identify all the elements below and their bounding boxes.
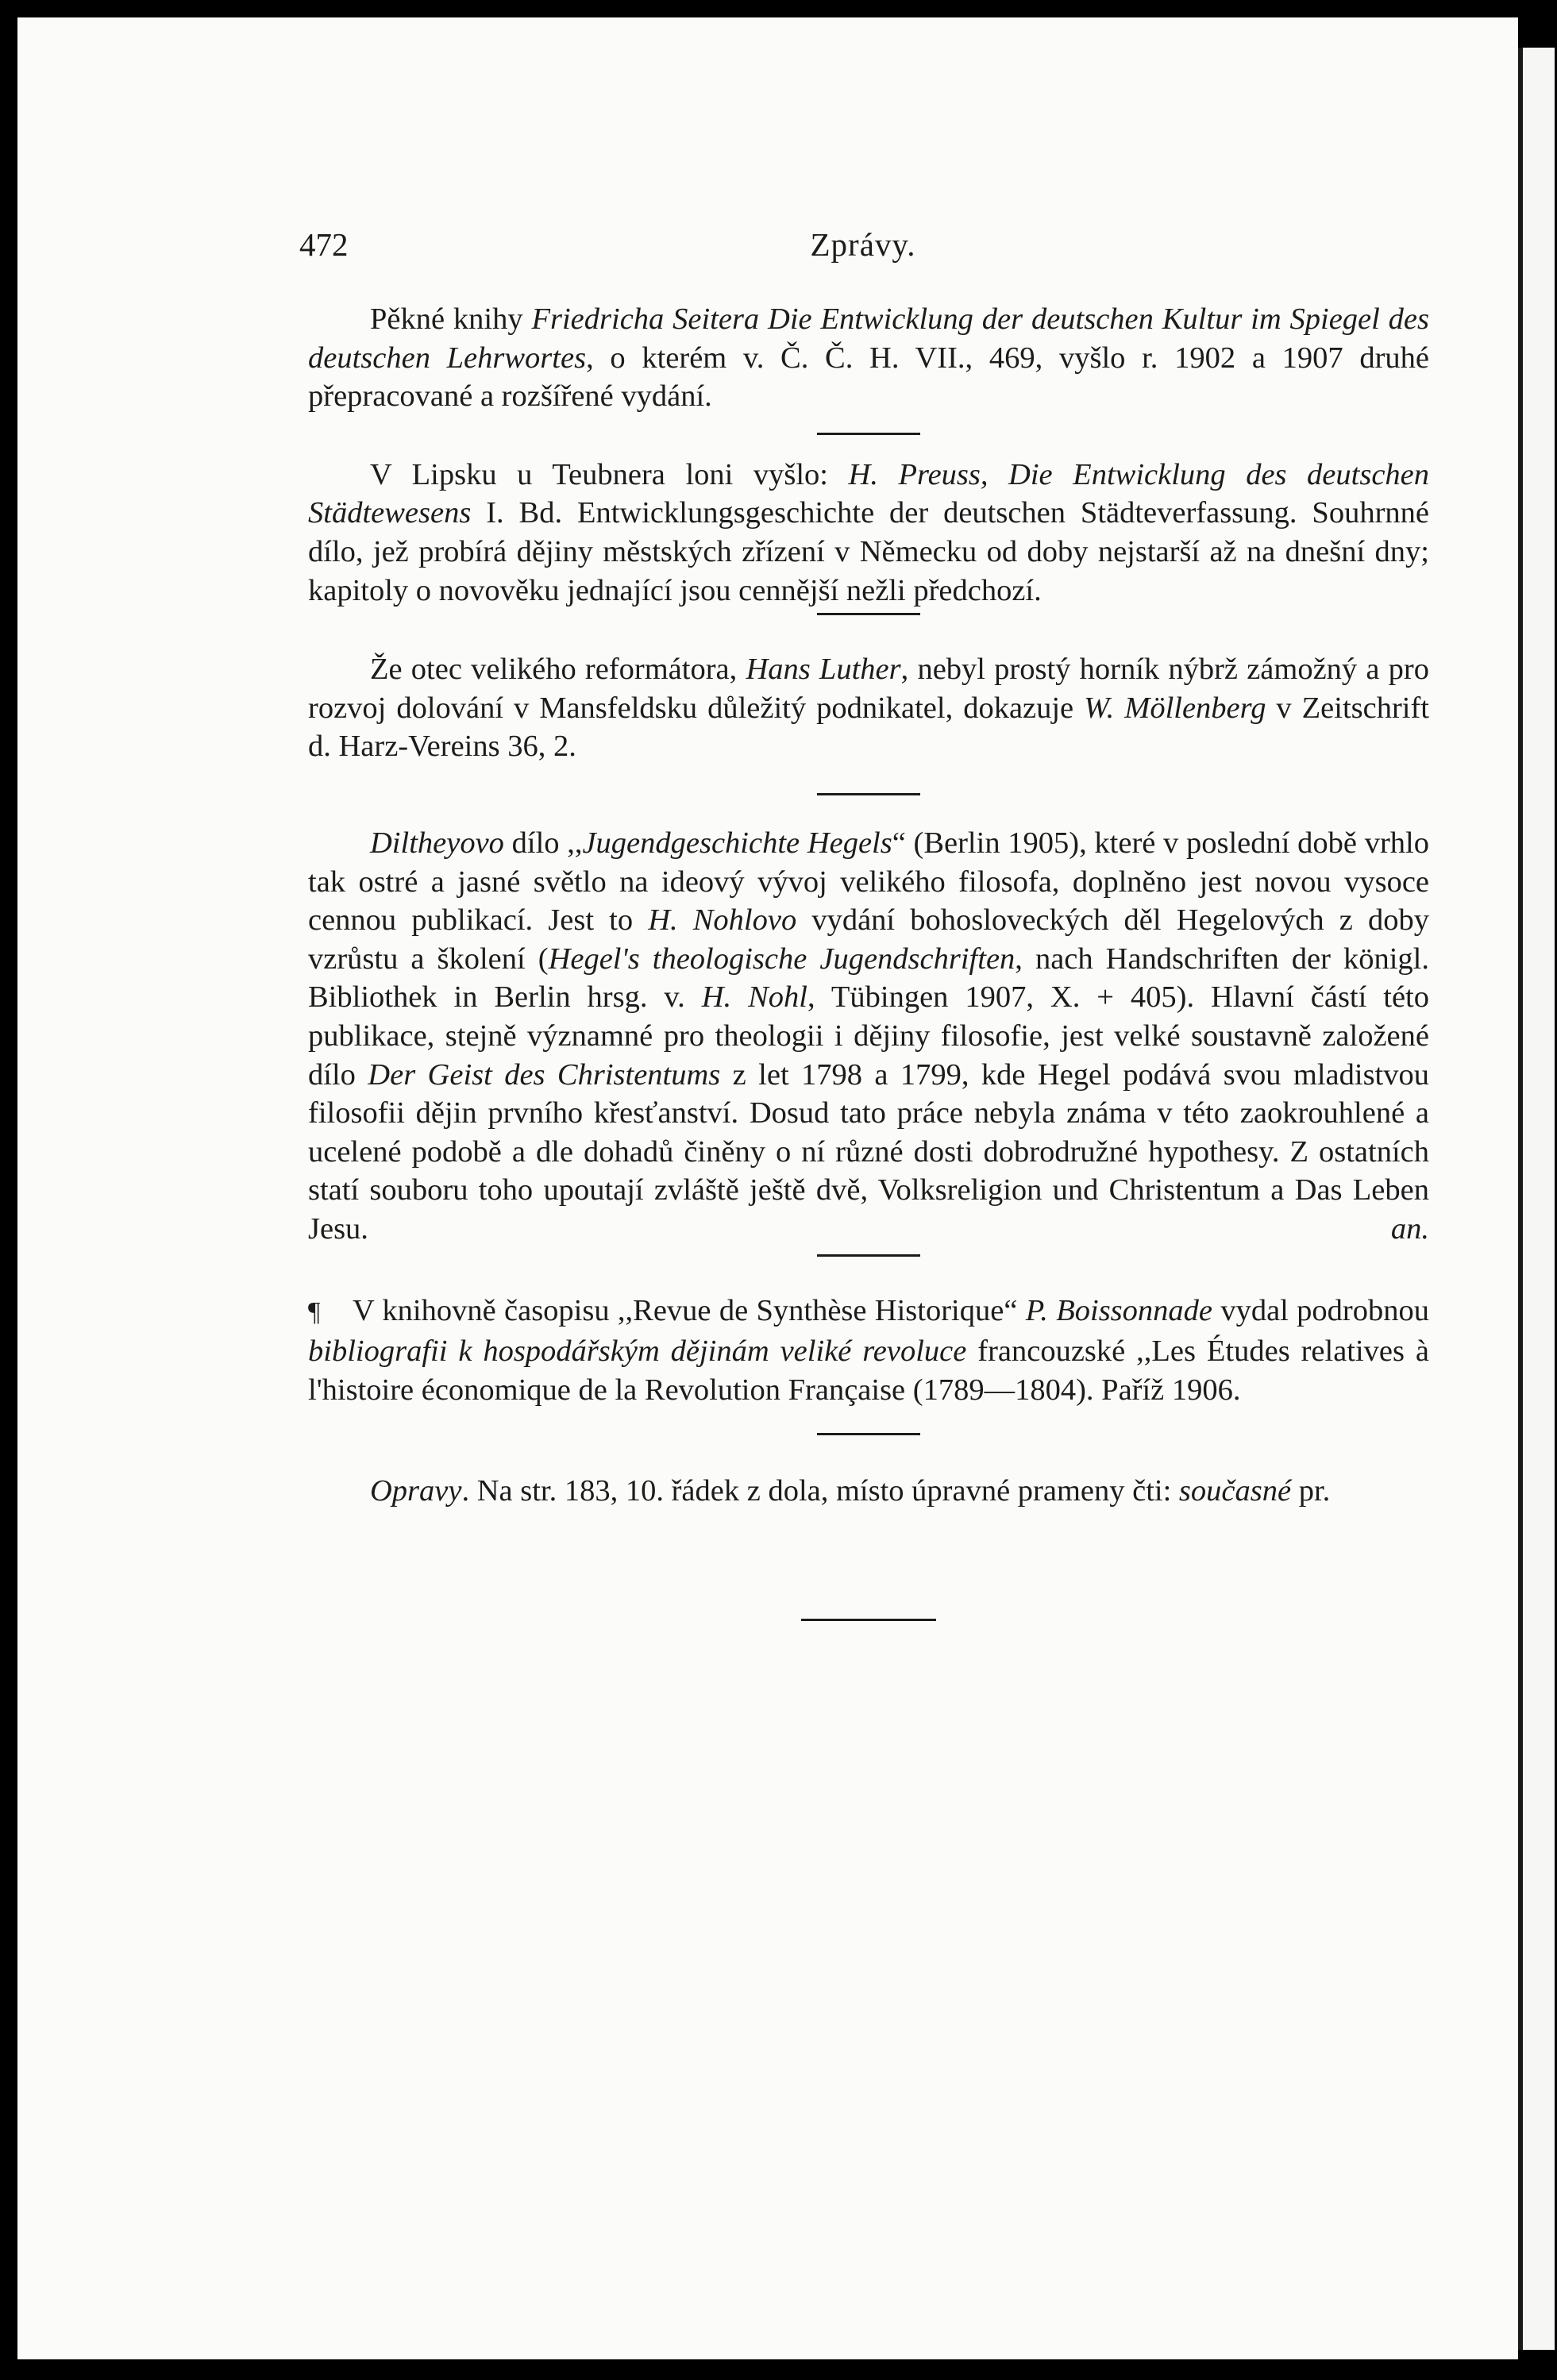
paragraph-luther: Že otec velikého reformátora, Hans Luther, nebyl prostý horník nýbrž zámožný a pro rozvoj dolování v Mansfeldsku důležitý podnikatel, dokazuje W. Möllenberg v Zeitschrift d. Harz-Vereins 36, 2. bbox=[308, 653, 1429, 764]
paragraph-errata: Opravy. Na str. 183, 10. řádek z dola, místo úpravné prameny čti: současné pr. bbox=[370, 1474, 1331, 1508]
page-content bbox=[308, 300, 1429, 1621]
page-number: 472 bbox=[299, 226, 349, 263]
separator-rule bbox=[817, 1254, 920, 1257]
paragraph-preuss: V Lipsku u Teubnera loni vyšlo: H. Preuss, Die Entwicklung des deutschen Städtewesens I. Bd. Entwicklungsgeschichte der deutschen Städteverfassung. Souhrnné dílo, jež probírá dějiny městských zřízení v Německu od doby nejstarší až na dnešní dny; kapitoly o novověku jednající jsou cennější nežli předchozí. bbox=[308, 457, 1429, 607]
page bbox=[17, 17, 1518, 2359]
end-rule bbox=[801, 1619, 936, 1621]
separator-rule bbox=[817, 1433, 920, 1435]
separator-rule bbox=[817, 613, 920, 615]
running-title: Zprávy. bbox=[810, 226, 916, 263]
paragraph-boissonnade: ¶ V knihovně časopisu ,,Revue de Synthèse Historique“ P. Boissonnade vydal podrobnou bibliografii k hospodářským dějinám veliké revoluce francouzské ,,Les Études relatives à l'histoire économique de la Revolution Française (1789—1804). Paříž 1906. bbox=[308, 1294, 1429, 1407]
paragraph-ornament-icon: ¶ bbox=[308, 1297, 321, 1327]
separator-rule bbox=[817, 433, 920, 435]
paragraph-hegel: Diltheyovo dílo ,,Jugendgeschichte Hegels“ (Berlin 1905), které v poslední době vrhlo tak ostré a jasné světlo na ideový vývoj velikého filosofa, doplněno jest novou vysoce cennou publikací. Jest to H. Nohlovo vydání bohosloveckých děl Hegelových z doby vzrůstu a školení (Hegel's theologische Jugendschriften, nach Handschriften der königl. Bibliothek in Berlin hrsg. v. H. Nohl, Tübingen 1907, X. + 405). Hlavní částí této publikace, stejně významné pro theologii i dějiny filosofie, jest velké soustavně založené dílo Der Geist des Christentums z let 1798 a 1799, kde Hegel podává svou mladistvou filosofii dějin prvního křesťanství. Dosud tato práce nebyla známa v této zaokrouhlené a ucelené podobě a dle dohadů činěny o ní různé dosti dobrodružné hypothesy. Z ostatních statí souboru toho upoutají zvláště ještě dvě, Volksreligion und Christentum a Das Leben Jesu. an. bbox=[308, 824, 1429, 1249]
author-signature: an. bbox=[1390, 1211, 1429, 1246]
facing-page-edge bbox=[1518, 48, 1555, 2350]
paragraph-seiter: Pěkné knihy Friedricha Seitera Die Entwicklung der deutschen Kultur im Spiegel des deutschen Lehrwortes, o kterém v. Č. Č. H. VII., 469, vyšlo r. 1902 a 1907 druhé přepracované a rozšířené vydání. bbox=[308, 302, 1429, 414]
separator-rule bbox=[817, 793, 920, 795]
page-header bbox=[299, 225, 1427, 273]
